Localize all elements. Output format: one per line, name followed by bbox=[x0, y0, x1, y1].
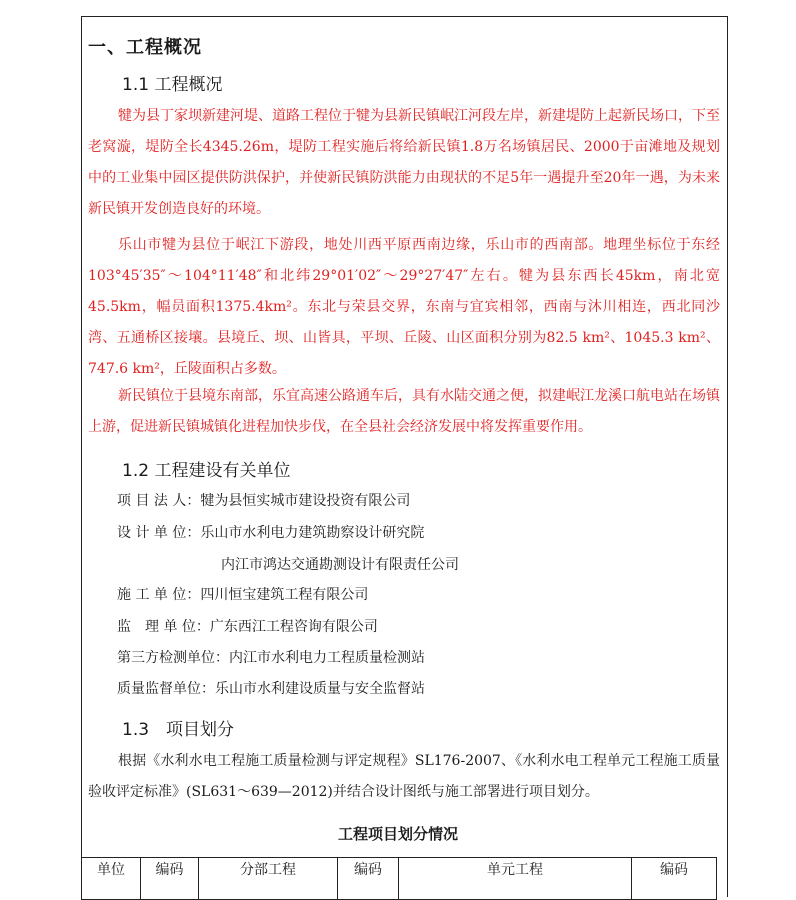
table-title: 工程项目划分情况 bbox=[337, 825, 458, 843]
unit-row-quality bbox=[117, 679, 425, 699]
col-header-code: 编码 bbox=[632, 858, 717, 900]
col-header-unit-work: 单元工程 bbox=[399, 858, 632, 900]
table-header-row bbox=[82, 858, 717, 900]
unit-label: 监 理 单 位： bbox=[117, 619, 210, 635]
overview-paragraph-2: 乐山市犍为县位于岷江下游段，地处川西平原西南边缘，乐山市的西南部。地理坐标位于东经103°45′35″～104°11′48″和北纬29°01′02″～29°27′47″左右。犍为县东西长45km，南北宽45.5km，幅员面积1375.4km²。东北与荣县交界，东南与宜宾相邻，西南与沐川相连，西北同沙湾、五通桥区接壤。县境丘、坝、山皆具，平坝、丘陵、山区面积分别为82.5 km²、1045.3 km²、747.6 km²，丘陵面积占多数。 bbox=[88, 237, 720, 377]
subsection-heading-1-1: 1.1 工程概况 bbox=[122, 75, 223, 95]
unit-label: 项 目 法 人： bbox=[117, 493, 201, 509]
unit-value: 犍为县恒实城市建设投资有限公司 bbox=[200, 493, 411, 509]
unit-row-testing bbox=[117, 648, 425, 668]
section-heading: 一、工程概况 bbox=[88, 37, 202, 58]
unit-label: 施 工 单 位： bbox=[117, 587, 201, 603]
unit-value: 四川恒宝建筑工程有限公司 bbox=[200, 587, 369, 603]
subsection-heading-1-2: 1.2 工程建设有关单位 bbox=[122, 461, 291, 481]
division-paragraph: 根据《水利水电工程施工质量检测与评定规程》SL176-2007、《水利水电工程单元工程施工质量验收评定标准》(SL631～639—2012)并结合设计图纸与施工部署进行项目划分。 bbox=[88, 753, 720, 800]
unit-value: 乐山市水利建设质量与安全监督站 bbox=[215, 681, 425, 697]
unit-label: 第三方检测单位： bbox=[117, 650, 229, 666]
overview-paragraph-3: 新民镇位于县境东南部，乐宜高速公路通车后，具有水陆交通之便，拟建岷江龙溪口航电站在场镇上游，促进新民镇城镇化进程加快步伐，在全县社会经济发展中将发挥重要作用。 bbox=[88, 388, 720, 435]
subsection-heading-1-3: 1.3 项目划分 bbox=[122, 720, 235, 740]
col-header-code: 编码 bbox=[141, 858, 199, 900]
unit-row-designer bbox=[117, 523, 424, 543]
col-header-unit: 单位 bbox=[82, 858, 141, 900]
col-header-code: 编码 bbox=[338, 858, 399, 900]
unit-value: 广东西江工程咨询有限公司 bbox=[209, 619, 378, 635]
unit-row-designer-2: 内江市鸿达交通勘测设计有限责任公司 bbox=[221, 557, 459, 573]
unit-row-supervisor bbox=[117, 617, 378, 637]
unit-value: 内江市水利电力工程质量检测站 bbox=[229, 650, 425, 666]
unit-row-owner bbox=[117, 491, 410, 511]
overview-paragraph-1: 犍为县丁家坝新建河堤、道路工程位于犍为县新民镇岷江河段左岸，新建堤防上起新民场口，下至老窝漩，堤防全长4345.26m，堤防工程实施后将给新民镇1.8万名场镇居民、2000于亩滩地及规划中的工业集中园区提供防洪保护，并使新民镇防洪能力由现状的不足5年一遇提升至20年一遇，为未来新民镇开发创造良好的环境。 bbox=[88, 108, 720, 217]
col-header-division: 分部工程 bbox=[199, 858, 338, 900]
project-division-table bbox=[81, 857, 717, 900]
unit-label: 设 计 单 位： bbox=[117, 525, 201, 541]
unit-value: 乐山市水利电力建筑勘察设计研究院 bbox=[200, 525, 425, 541]
unit-label: 质量监督单位： bbox=[117, 681, 215, 697]
unit-row-constructor bbox=[117, 585, 368, 605]
